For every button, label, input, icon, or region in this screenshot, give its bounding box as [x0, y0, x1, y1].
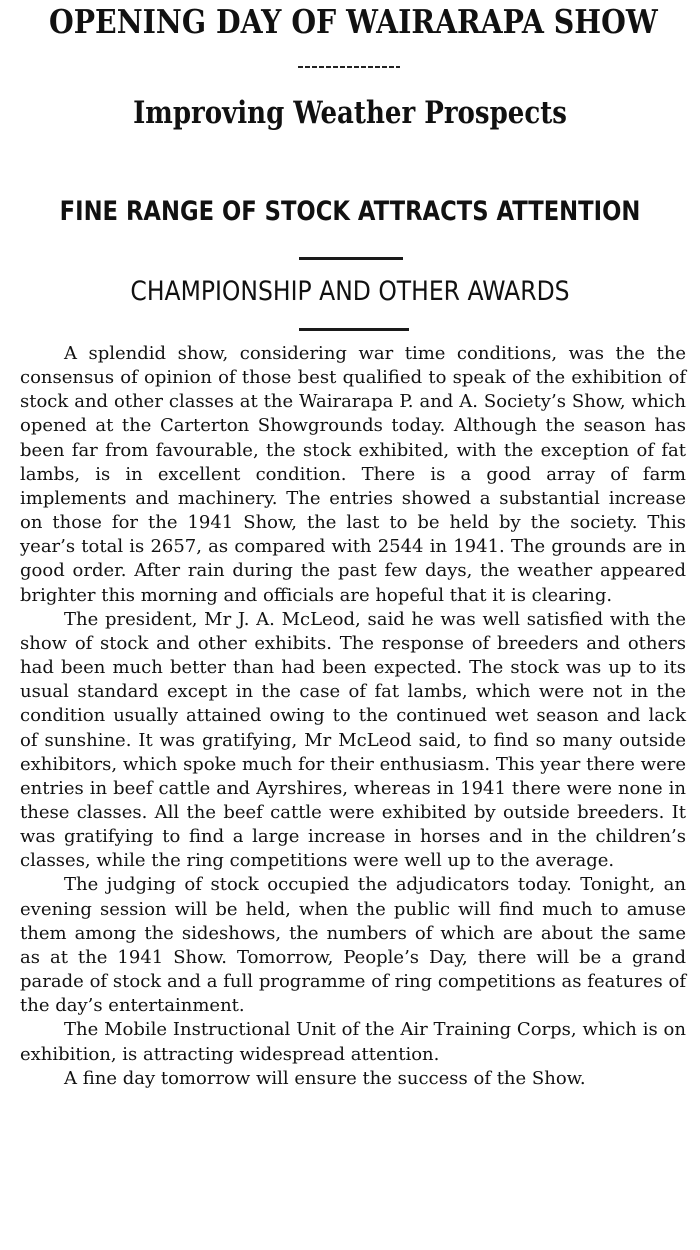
- deck-headline-primary: FINE RANGE OF STOCK ATTRACTS ATTENTION: [59, 196, 641, 227]
- article-paragraph: A splendid show, considering war time conditions, was the the consensus of opinion of those best qualified to speak of the exhibition of stock and other classes at the Wairarapa P. and A. Society’s Show, which opened at the Carterton Showgrounds today. Although the season has been far from favourable, the stock exhibited, with the exception of fat lambs, is in excellent condition. There is a good array of farm implements and machinery. The entries showed a substantial increase on those for the 1941 Show, the last to be held by the society. This year’s total is 2657, as compared with 2544 in 1941. The grounds are in good order. After rain during the past few days, the weather appeared brighter this morning and officials are hopeful that it is clearing.: [20, 343, 686, 606]
- subheadline: Improving Weather Prospects: [133, 95, 567, 131]
- deck-headline-secondary: CHAMPIONSHIP AND OTHER AWARDS: [130, 276, 570, 307]
- section-divider: [299, 328, 409, 331]
- article-paragraph: The judging of stock occupied the adjudicators today. Tonight, an evening session will be held, when the public will find much to amuse them among the sideshows, the numbers of which are about the same as at the 1941 Show. Tomorrow, People’s Day, there will be a grand parade of stock and a full programme of ring competitions as features of the day’s entertainment.: [20, 874, 686, 1017]
- headline: OPENING DAY OF WAIRARAPA SHOW: [49, 2, 658, 41]
- section-divider: [299, 257, 403, 260]
- article-paragraph: The president, Mr J. A. McLeod, said he was well satisfied with the show of stock and other exhibits. The response of breeders and others had been much better than had been expected. The stock was up to its usual standard except in the case of fat lambs, which were not in the condition usually attained owing to the continued wet season and lack of sunshine. It was gratifying, Mr McLeod said, to find so many outside exhibitors, which spoke much for their enthusiasm. This year there were entries in beef cattle and Ayrshires, whereas in 1941 there were none in these classes. All the beef cattle were exhibited by outside breeders. It was gratifying to find a large increase in horses and in the children’s classes, while the ring competitions were well up to the average.: [20, 608, 686, 872]
- dotted-divider: [298, 66, 400, 68]
- article-paragraph: The Mobile Instructional Unit of the Air Training Corps, which is on exhibition, is attracting widespread attention.: [20, 1019, 686, 1065]
- article-paragraph: A fine day tomorrow will ensure the success of the Show.: [64, 1067, 586, 1089]
- article-body: [20, 342, 686, 1091]
